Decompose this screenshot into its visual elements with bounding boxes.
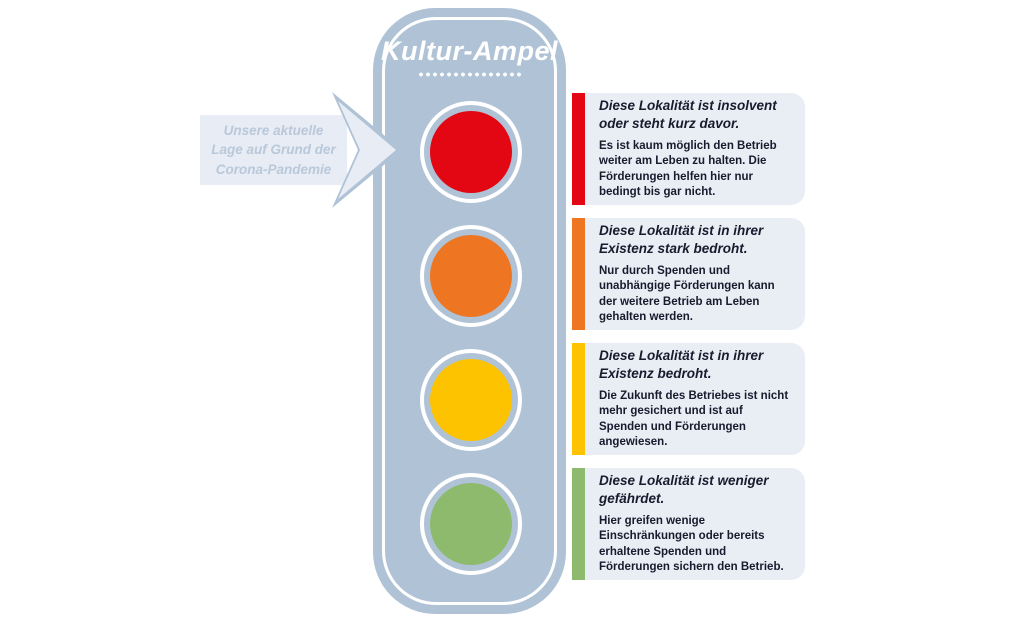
status-bar-yellow — [572, 343, 585, 455]
status-title: Diese Lokalität ist insolvent oder steht kurz davor. — [599, 98, 777, 131]
status-bar-red — [572, 93, 585, 205]
status-content — [585, 343, 805, 455]
green-light — [420, 473, 522, 575]
status-content — [585, 468, 805, 580]
status-body: Nur durch Spenden und unabhängige Förderungen kann der weitere Betrieb am Leben gehalten werden. — [599, 264, 775, 324]
status-box-orange — [572, 218, 805, 330]
red-light-fill — [430, 111, 512, 193]
label-line: Corona-Pandemie — [215, 161, 332, 177]
status-bar-green — [572, 468, 585, 580]
traffic-light-title: Kultur-Ampel — [381, 36, 558, 66]
green-light-fill — [430, 483, 512, 565]
status-body: Die Zukunft des Betriebes ist nicht mehr gesichert und ist auf Spenden und Förderungen angewiesen. — [599, 389, 789, 449]
status-box-red — [572, 93, 805, 205]
arrow-chevron-light — [338, 101, 396, 199]
label-line: Lage auf Grund der — [211, 142, 336, 158]
orange-light — [420, 225, 522, 327]
right-arrow-icon — [330, 92, 410, 212]
status-body: Es ist kaum möglich den Betrieb weiter am Leben zu halten. Die Förderungen helfen hier nur bedingt bis gar nicht. — [599, 139, 777, 199]
dotted-divider — [417, 72, 522, 77]
status-title: Diese Lokalität ist in ihrer Existenz stark bedroht. — [599, 223, 764, 256]
status-bar-orange — [572, 218, 585, 330]
yellow-light — [420, 349, 522, 451]
status-body: Hier greifen wenige Einschränkungen oder bereits erhaltene Spenden und Förderungen sichern den Betrieb. — [599, 514, 784, 574]
status-box-yellow — [572, 343, 805, 455]
status-content — [585, 93, 805, 205]
orange-light-fill — [430, 235, 512, 317]
red-light — [420, 101, 522, 203]
status-title: Diese Lokalität ist in ihrer Existenz bedroht. — [599, 348, 764, 381]
status-box-green — [572, 468, 805, 580]
current-situation-label — [200, 115, 347, 185]
yellow-light-fill — [430, 359, 512, 441]
status-content — [585, 218, 805, 330]
label-line: Unsere aktuelle — [223, 122, 324, 138]
status-title: Diese Lokalität ist weniger gefährdet. — [599, 473, 769, 506]
